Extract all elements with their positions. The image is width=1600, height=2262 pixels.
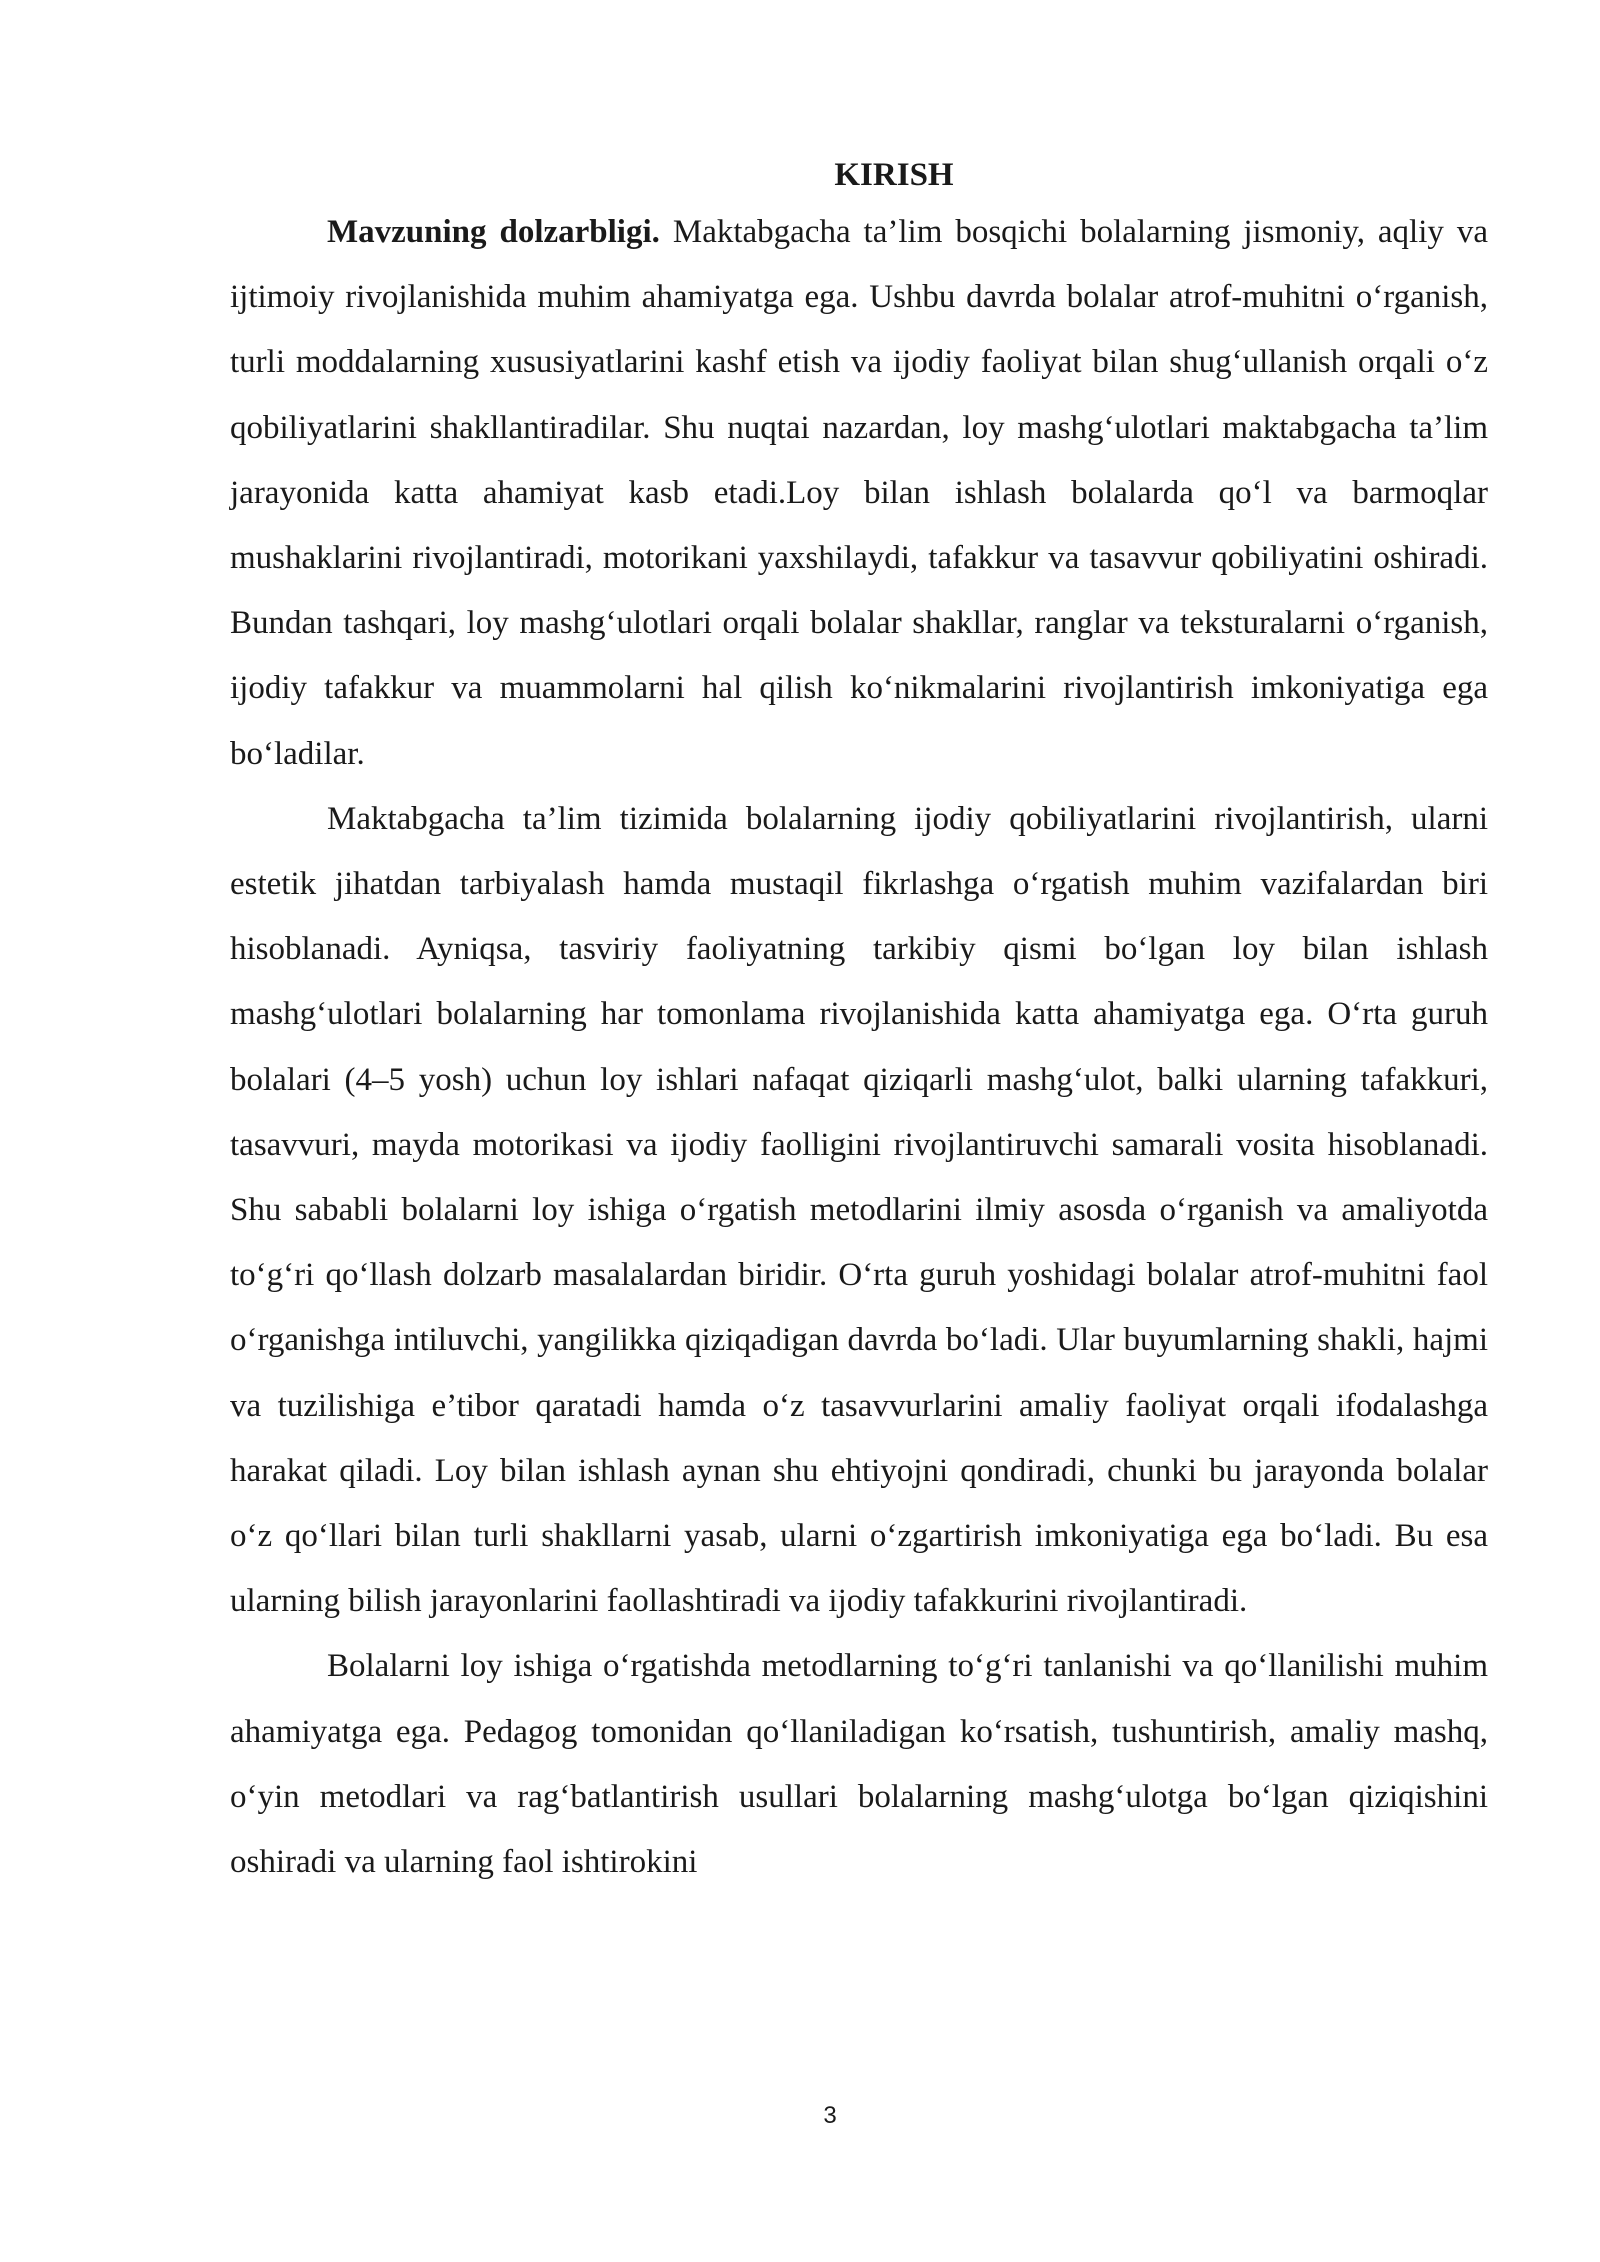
paragraph-relevance [230, 200, 1488, 787]
paragraph-creative-abilities: Maktabgacha ta’lim tizimida bolalarning ijodiy qobiliyatlarini rivojlantirish, ularni estetik jihatdan tarbiyalash hamda mustaqil fikrlashga o‘rgatish muhim vazifalardan biri hisoblanadi. Ayniqsa, tasviriy faoliyatning tarkibiy qismi bo‘lgan loy bilan ishlash mashg‘ulotlari bolalarning har tomonlama rivojlanishida katta ahamiyatga ega. O‘rta guruh bolalari (4–5 yosh) uchun loy ishlari nafaqat qiziqarli mashg‘ulot, balki ularning tafakkuri, tasavvuri, mayda motorikasi va ijodiy faolligini rivojlantiruvchi samarali vosita hisoblanadi. Shu sababli bolalarni loy ishiga o‘rgatish metodlarini ilmiy asosda o‘rganish va amaliyotda to‘g‘ri qo‘llash dolzarb masalalardan biridir. O‘rta guruh yoshidagi bolalar atrof-muhitni faol o‘rganishga intiluvchi, yangilikka qiziqadigan davrda bo‘ladi. Ular buyumlarning shakli, hajmi va tuzilishiga e’tibor qaratadi hamda o‘z tasavvurlarini amaliy faoliyat orqali ifodalashga harakat qiladi. Loy bilan ishlash aynan shu ehtiyojni qondiradi, chunki bu jarayonda bolalar o‘z qo‘llari bilan turli shakllarni yasab, ularni o‘zgartirish imkoniyatiga ega bo‘ladi. Bu esa ularning bilish jarayonlarini faollashtiradi va ijodiy tafakkurini rivojlantiradi. [230, 800, 1488, 1620]
page-number: 3 [823, 2102, 837, 2129]
paragraph-text: Maktabgacha ta’lim bosqichi bolalarning jismoniy, aqliy va ijtimoiy rivojlanishida muhim ahamiyatga ega. Ushbu davrda bolalar atrof-muhitni o‘rganish, turli moddalarning xususiyatlarini kashf etish va ijodiy faoliyat bilan shug‘ullanish orqali o‘z qobiliyatlarini shakllantiradilar. Shu nuqtai nazardan, loy mashg‘ulotlari maktabgacha ta’lim jarayonida katta ahamiyat kasb etadi.Loy bilan ishlash bolalarda qo‘l va barmoqlar mushaklarini rivojlantiradi, motorikani yaxshilaydi, tafakkur va tasavvur qobiliyatini oshiradi. Bundan tashqari, loy mashg‘ulotlari orqali bolalar shakllar, ranglar va teksturalarni o‘rganish, ijodiy tafakkur va muammolarni hal qilish ko‘nikmalarini rivojlantirish imkoniyatiga ega bo‘ladilar. [230, 214, 1488, 772]
section-heading: KIRISH [834, 157, 954, 193]
page-body [230, 150, 1488, 1895]
paragraph-lead: Mavzuning dolzarbligi. [327, 214, 660, 250]
paragraph-methods: Bolalarni loy ishiga o‘rgatishda metodlarning to‘g‘ri tanlanishi va qo‘llanilishi muhim ahamiyatga ega. Pedagog tomonidan qo‘llaniladigan ko‘rsatish, tushuntirish, amaliy mashq, o‘yin metodlari va rag‘batlantirish usullari bolalarning mashg‘ulotga bo‘lgan qiziqishini oshiradi va ularning faol ishtirokini [230, 1648, 1488, 1881]
